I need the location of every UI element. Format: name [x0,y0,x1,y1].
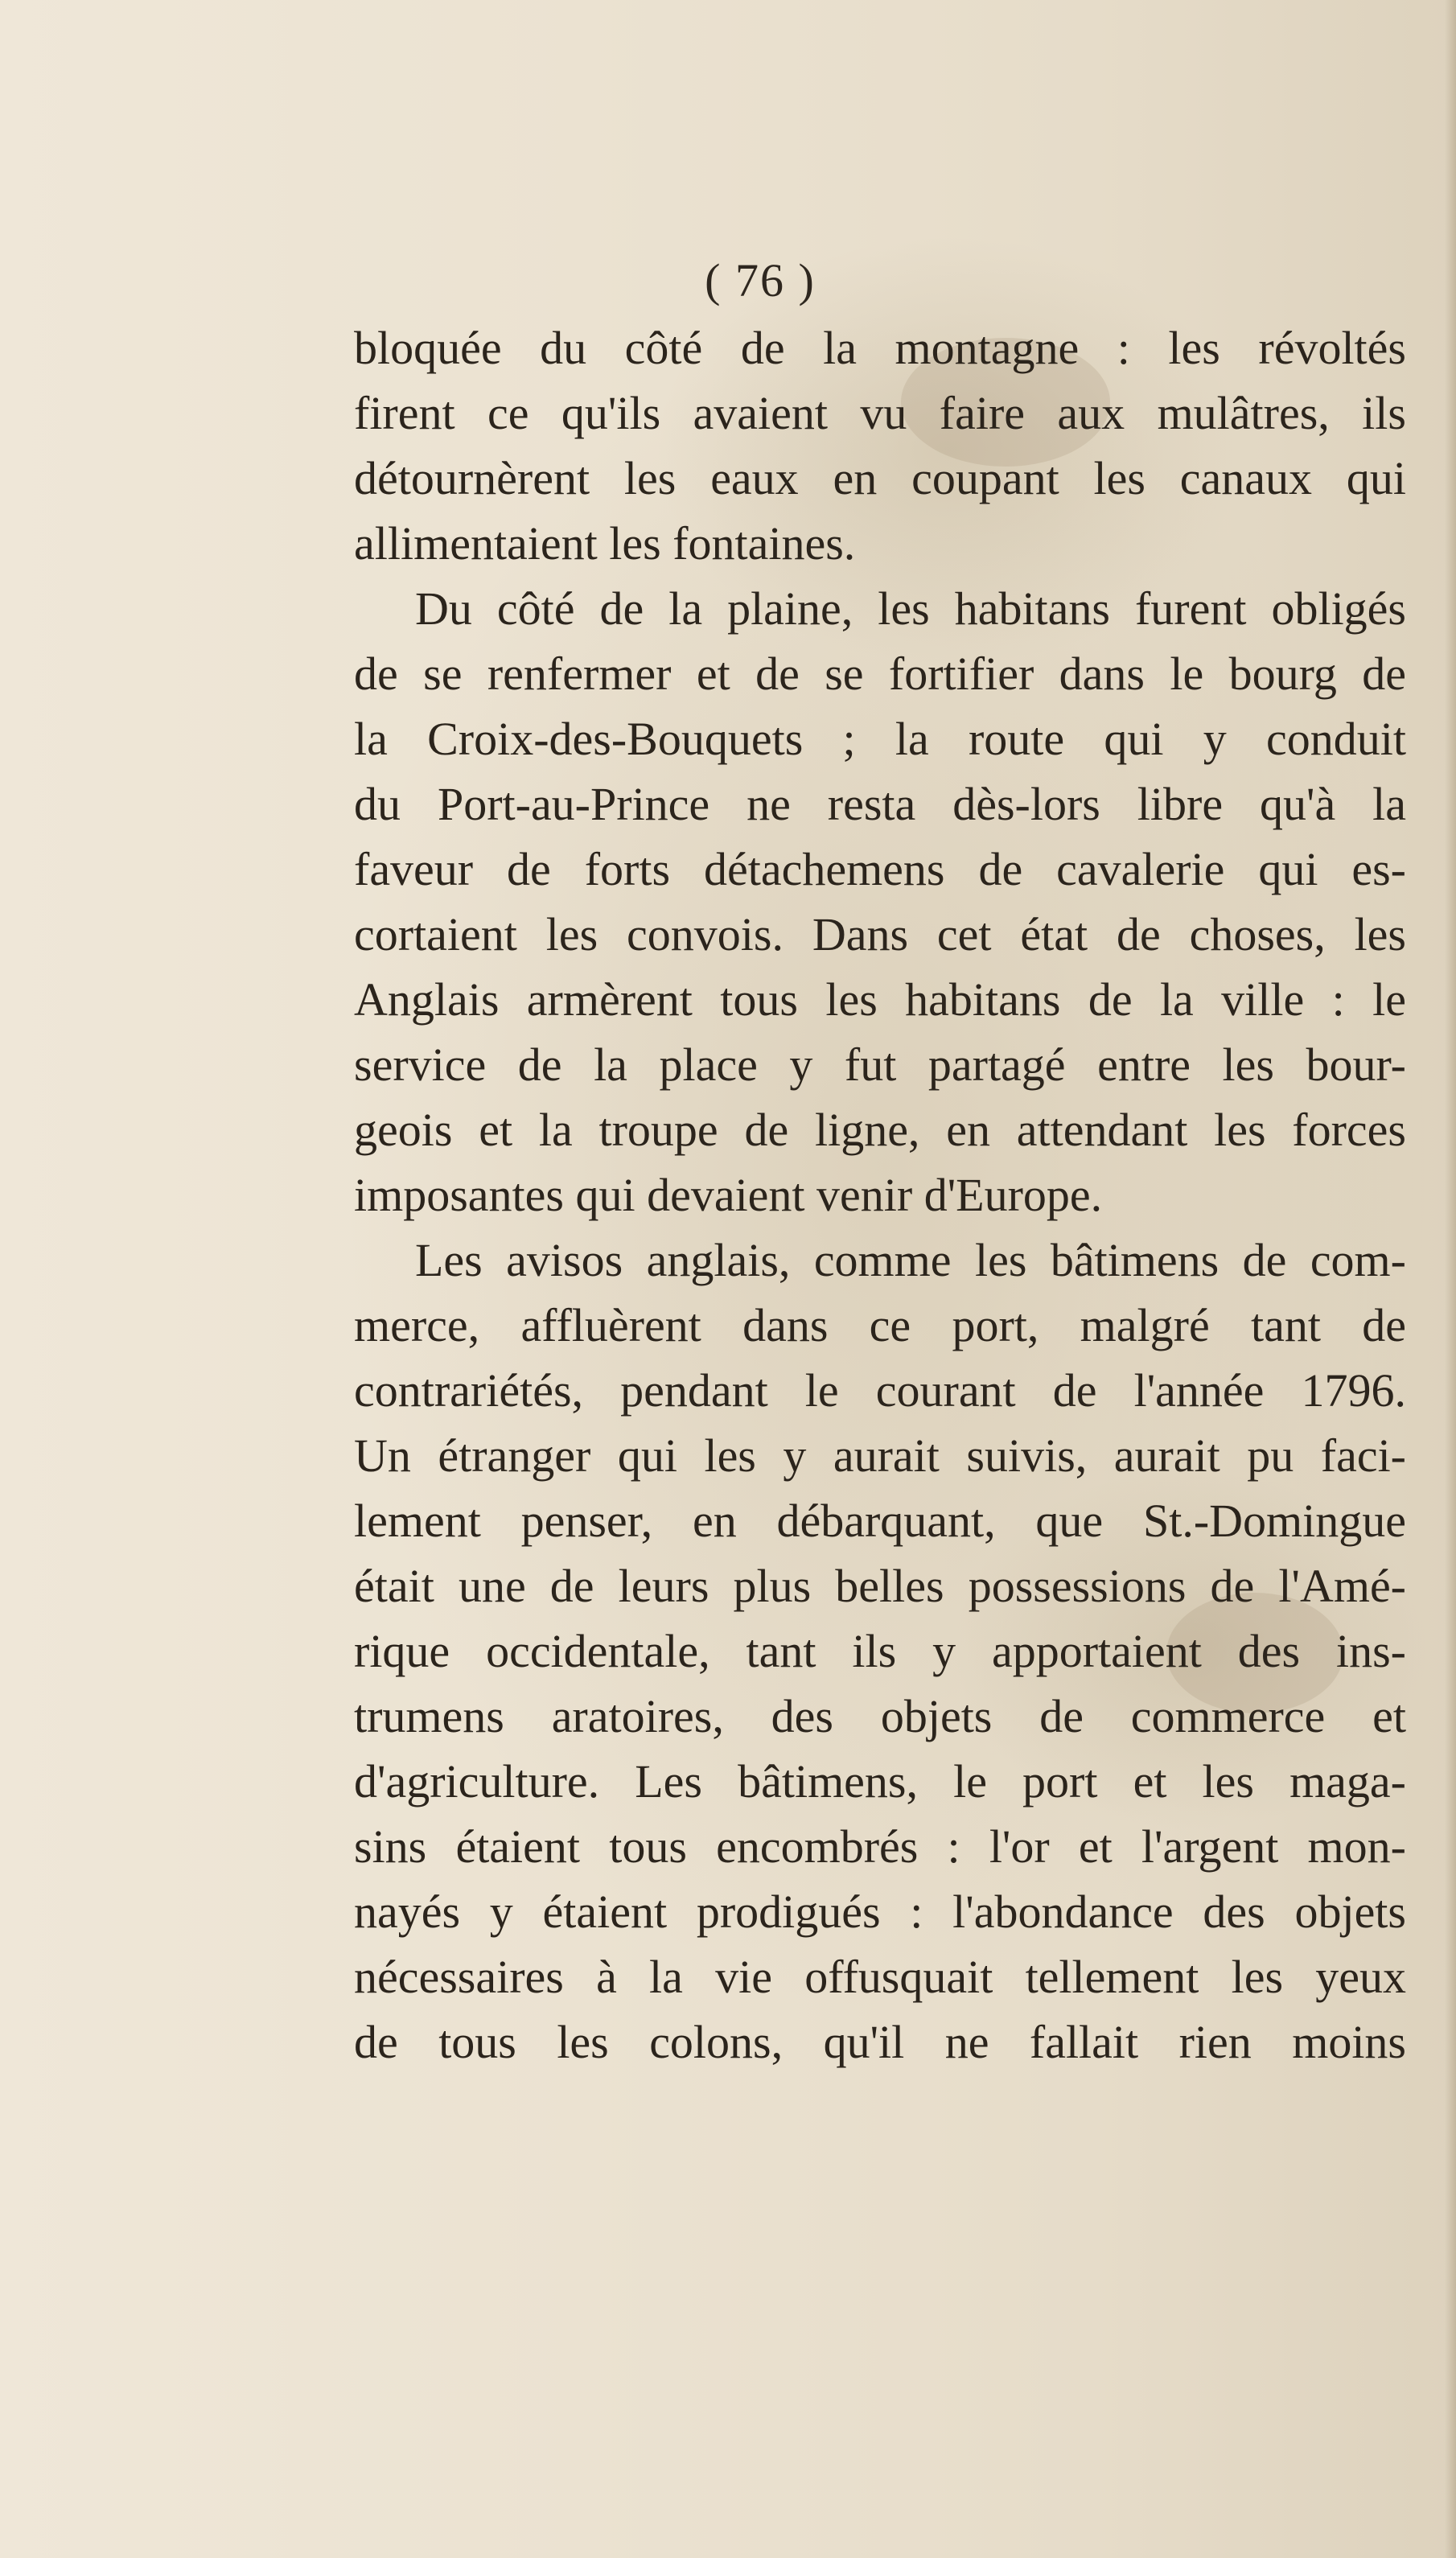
text-line: contrariétés, pendant le courant de l'année 1796. [354,1364,1406,1417]
page-number [0,253,1456,307]
text-line: Les avisos anglais, comme les bâtimens de com- [415,1234,1406,1286]
text-line: firent ce qu'ils avaient vu faire aux mulâtres, ils [354,387,1406,439]
text-line: était une de leurs plus belles possessions de l'Amé- [354,1560,1406,1612]
text-line: de se renfermer et de se fortifier dans le bourg de [354,648,1406,700]
text-line: du Port-au-Prince ne resta dès-lors libre qu'à la [354,778,1406,830]
text-line: lement penser, en débarquant, que St.-Domingue [354,1495,1406,1547]
text-line: bloquée du côté de la montagne : les révoltés [354,322,1406,374]
text-line: Anglais armèrent tous les habitans de la ville : le [354,973,1406,1026]
text-line: la Croix-des-Bouquets ; la route qui y conduit [354,713,1406,765]
text-line: sins étaient tous encombrés : l'or et l'argent mon- [354,1820,1406,1873]
text-line: Du côté de la plaine, les habitans furent obligés [415,582,1406,635]
text-line: faveur de forts détachemens de cavalerie qui es- [354,843,1406,895]
text-line: détournèrent les eaux en coupant les canaux qui [354,452,1406,504]
text-line: trumens aratoires, des objets de commerce et [354,1690,1406,1742]
text-line: Un étranger qui les y aurait suivis, aurait pu faci- [354,1429,1406,1482]
text-line: rique occidentale, tant ils y apportaient des ins- [354,1625,1406,1677]
text-line: service de la place y fut partagé entre les bour- [354,1038,1406,1091]
text-line: allimentaient les fontaines. [354,517,856,570]
text-line: merce, affluèrent dans ce port, malgré tant de [354,1299,1406,1351]
text-line: cortaient les convois. Dans cet état de choses, les [354,908,1406,960]
body-text [354,315,1406,2075]
text-line: geois et la troupe de ligne, en attendant les forces [354,1104,1406,1156]
text-line: imposantes qui devaient venir d'Europe. [354,1169,1103,1221]
text-line: nécessaires à la vie offusquait tellement les yeux [354,1951,1406,2003]
page-number-text: ( 76 ) [705,254,816,306]
text-line: nayés y étaient prodigués : l'abondance des objets [354,1886,1406,1938]
text-line: d'agriculture. Les bâtimens, le port et les maga- [354,1755,1406,1807]
text-line: de tous les colons, qu'il ne fallait rien moins [354,2016,1406,2068]
